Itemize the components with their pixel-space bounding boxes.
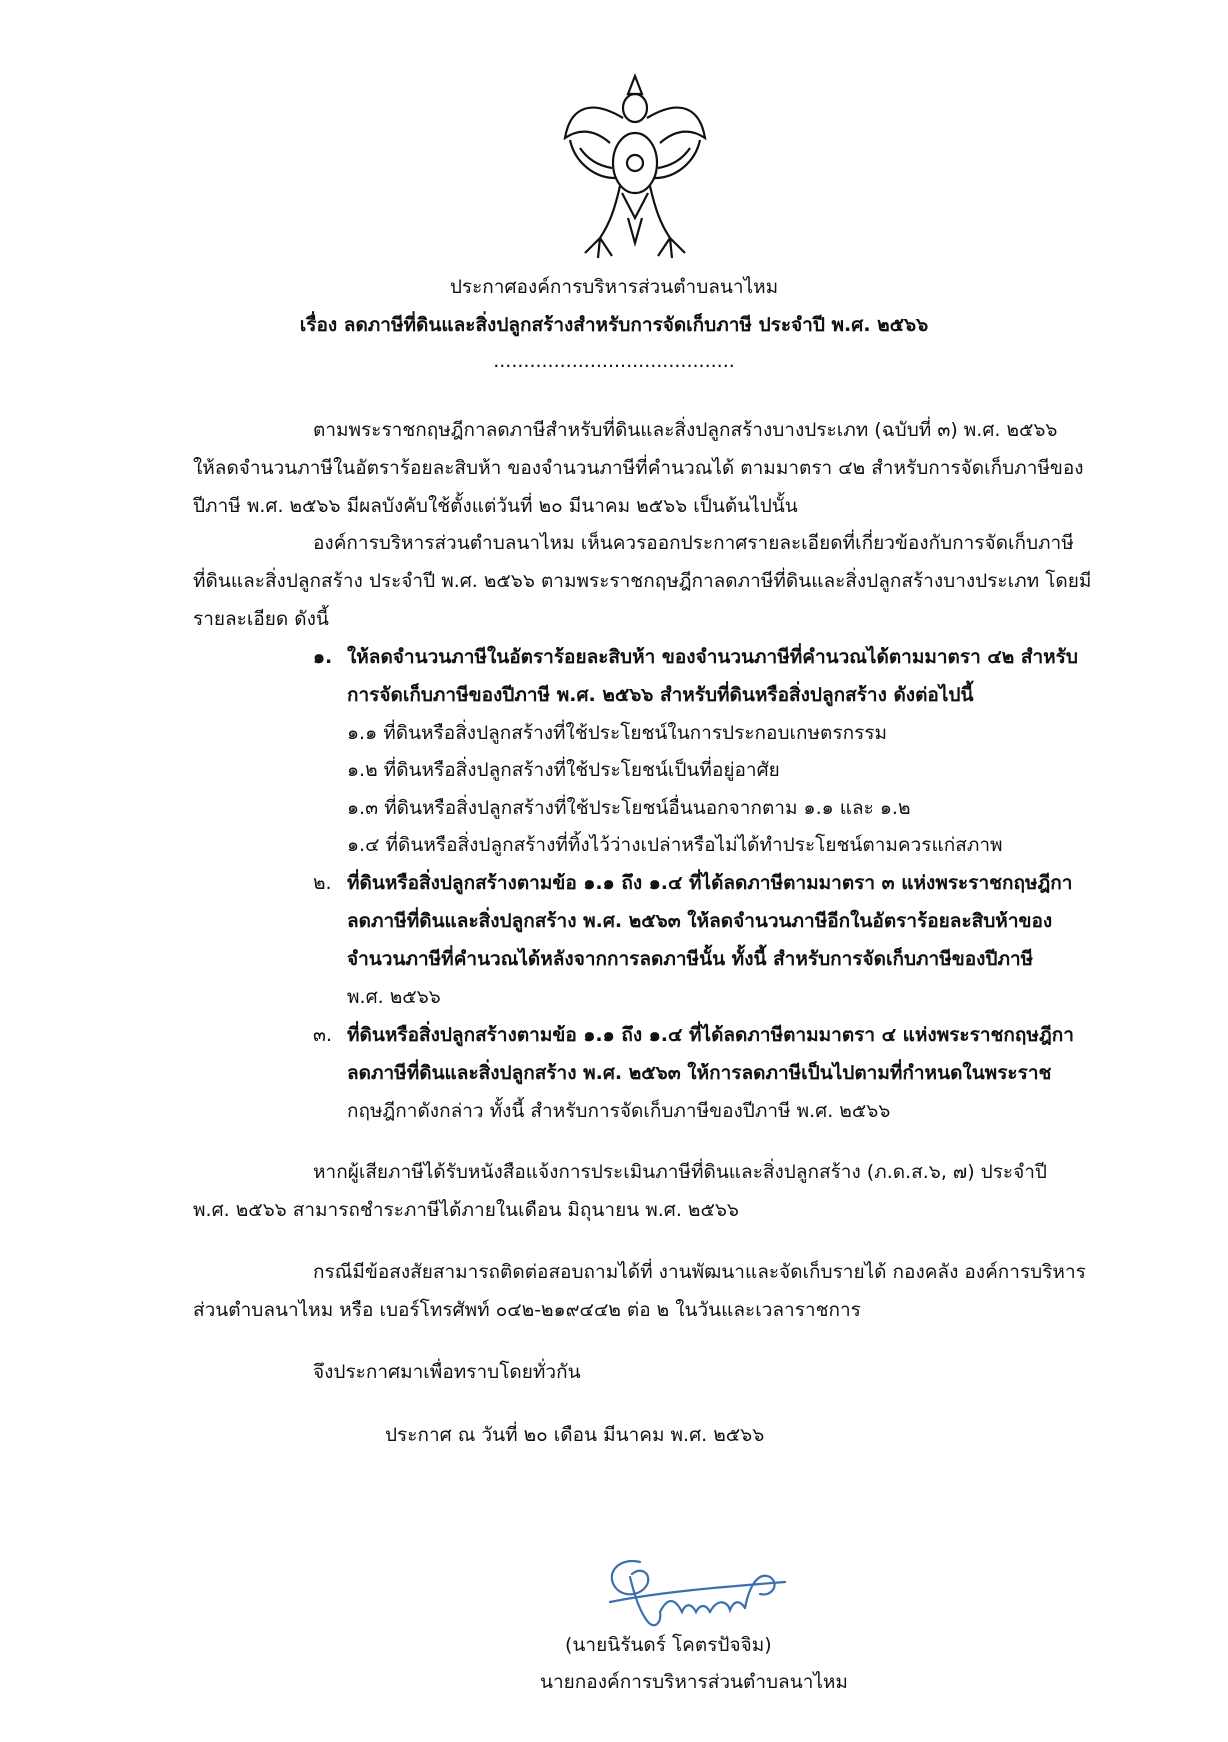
item-1-line2: การจัดเก็บภาษีของปีภาษี พ.ศ. ๒๕๖๖ สำหรับที่ดินหรือสิ่งปลูกสร้าง ดังต่อไปนี้ (347, 684, 974, 706)
signer-name: (นายนิรันดร์ โคตรปัจจิม) (565, 1634, 772, 1656)
item-2-line2: ลดภาษีที่ดินและสิ่งปลูกสร้าง พ.ศ. ๒๕๖๓ ให้ลดจำนวนภาษีอีกในอัตราร้อยละสิบห้าของ (347, 910, 1053, 932)
sub-item-1-4: ๑.๔ ที่ดินหรือสิ่งปลูกสร้างที่ทิ้งไว้ว่างเปล่าหรือไม่ได้ทำประโยชน์ตามควรแก่สภาพ (347, 834, 1003, 856)
item-3-line3: กฤษฎีกาดังกล่าว ทั้งนี้ สำหรับการจัดเก็บภาษีของปีภาษี พ.ศ. ๒๕๖๖ (347, 1100, 891, 1122)
intro-p1-line3: ปีภาษี พ.ศ. ๒๕๖๖ มีผลบังคับใช้ตั้งแต่วันที่ ๒๐ มีนาคม ๒๕๖๖ เป็นต้นไปนั้น (193, 495, 798, 517)
closing-p4-line2: ส่วนตำบลนาไหม หรือ เบอร์โทรศัพท์ ๐๔๒-๒๑๙๔๔๒ ต่อ ๒ ในวันและเวลาราชการ (193, 1299, 861, 1321)
announcement-title: ประกาศองค์การบริหารส่วนตำบลนาไหม (449, 276, 779, 298)
item-1-number: ๑. (313, 646, 333, 668)
sub-item-1-3: ๑.๓ ที่ดินหรือสิ่งปลูกสร้างที่ใช้ประโยชน์อื่นนอกจากตาม ๑.๑ และ ๑.๒ (347, 797, 911, 819)
item-2-line3: จำนวนภาษีที่คำนวณได้หลังจากการลดภาษีนั้น ทั้งนี้ สำหรับการจัดเก็บภาษีของปีภาษี (347, 948, 1034, 970)
announcement-date: ประกาศ ณ วันที่ ๒๐ เดือน มีนาคม พ.ศ. ๒๕๖๖ (385, 1424, 765, 1446)
intro-p1-line1: ตามพระราชกฤษฎีกาลดภาษีสำหรับที่ดินและสิ่งปลูกสร้างบางประเภท (ฉบับที่ ๓) พ.ศ. ๒๕๖๖ (313, 419, 1058, 441)
item-2-line1: ที่ดินหรือสิ่งปลูกสร้างตามข้อ ๑.๑ ถึง ๑.๔ ที่ได้ลดภาษีตามมาตรา ๓ แห่งพระราชกฤษฎีกา (347, 872, 1073, 894)
closing-p4-line1: กรณีมีข้อสงสัยสามารถติดต่อสอบถามได้ที่ งานพัฒนาและจัดเก็บรายได้ กองคลัง องค์การบริหาร (313, 1261, 1086, 1283)
garuda-emblem (560, 68, 710, 268)
item-1-line1: ให้ลดจำนวนภาษีในอัตราร้อยละสิบห้า ของจำนวนภาษีที่คำนวณได้ตามมาตรา ๔๒ สำหรับ (347, 646, 1078, 668)
signer-position: นายกองค์การบริหารส่วนตำบลนาไหม (540, 1671, 848, 1693)
closing-p3-line1: หากผู้เสียภาษีได้รับหนังสือแจ้งการประเมินภาษีที่ดินและสิ่งปลูกสร้าง (ภ.ด.ส.๖, ๗) ประจำปี (313, 1161, 1047, 1183)
sub-item-1-1: ๑.๑ ที่ดินหรือสิ่งปลูกสร้างที่ใช้ประโยชน์ในการประกอบเกษตรกรรม (347, 722, 888, 744)
closing-p3-line2: พ.ศ. ๒๕๖๖ สามารถชำระภาษีได้ภายในเดือน มิถุนายน พ.ศ. ๒๕๖๖ (193, 1199, 739, 1221)
intro-p2-line1: องค์การบริหารส่วนตำบลนาไหม เห็นควรออกประกาศรายละเอียดที่เกี่ยวข้องกับการจัดเก็บภาษี (313, 532, 1074, 554)
item-3-line2: ลดภาษีที่ดินและสิ่งปลูกสร้าง พ.ศ. ๒๕๖๓ ให้การลดภาษีเป็นไปตามที่กำหนดในพระราช (347, 1062, 1052, 1084)
intro-p2-line3: รายละเอียด ดังนี้ (193, 608, 329, 630)
handwritten-signature (600, 1542, 790, 1632)
item-3-line1: ที่ดินหรือสิ่งปลูกสร้างตามข้อ ๑.๑ ถึง ๑.๔ ที่ได้ลดภาษีตามมาตรา ๔ แห่งพระราชกฤษฎีกา (347, 1024, 1074, 1046)
item-2-line4: พ.ศ. ๒๕๖๖ (347, 986, 441, 1008)
closing-statement: จึงประกาศมาเพื่อทราบโดยทั่วกัน (313, 1361, 581, 1383)
intro-p2-line2: ที่ดินและสิ่งปลูกสร้าง ประจำปี พ.ศ. ๒๕๖๖ ตามพระราชกฤษฎีกาลดภาษีที่ดินและสิ่งปลูกสร้างบางประเภท โดยมี (193, 570, 1092, 592)
intro-p1-line2: ให้ลดจำนวนภาษีในอัตราร้อยละสิบห้า ของจำนวนภาษีที่คำนวณได้ ตามมาตรา ๔๒ สำหรับการจัดเก็บภาษีของ (193, 457, 1084, 479)
title-divider: ........................................ (493, 350, 735, 372)
sub-item-1-2: ๑.๒ ที่ดินหรือสิ่งปลูกสร้างที่ใช้ประโยชน์เป็นที่อยู่อาศัย (347, 759, 780, 781)
item-3-number: ๓. (313, 1024, 333, 1046)
announcement-subject: เรื่อง ลดภาษีที่ดินและสิ่งปลูกสร้างสำหรับการจัดเก็บภาษี ประจำปี พ.ศ. ๒๕๖๖ (299, 314, 929, 336)
item-2-number: ๒. (313, 872, 332, 894)
